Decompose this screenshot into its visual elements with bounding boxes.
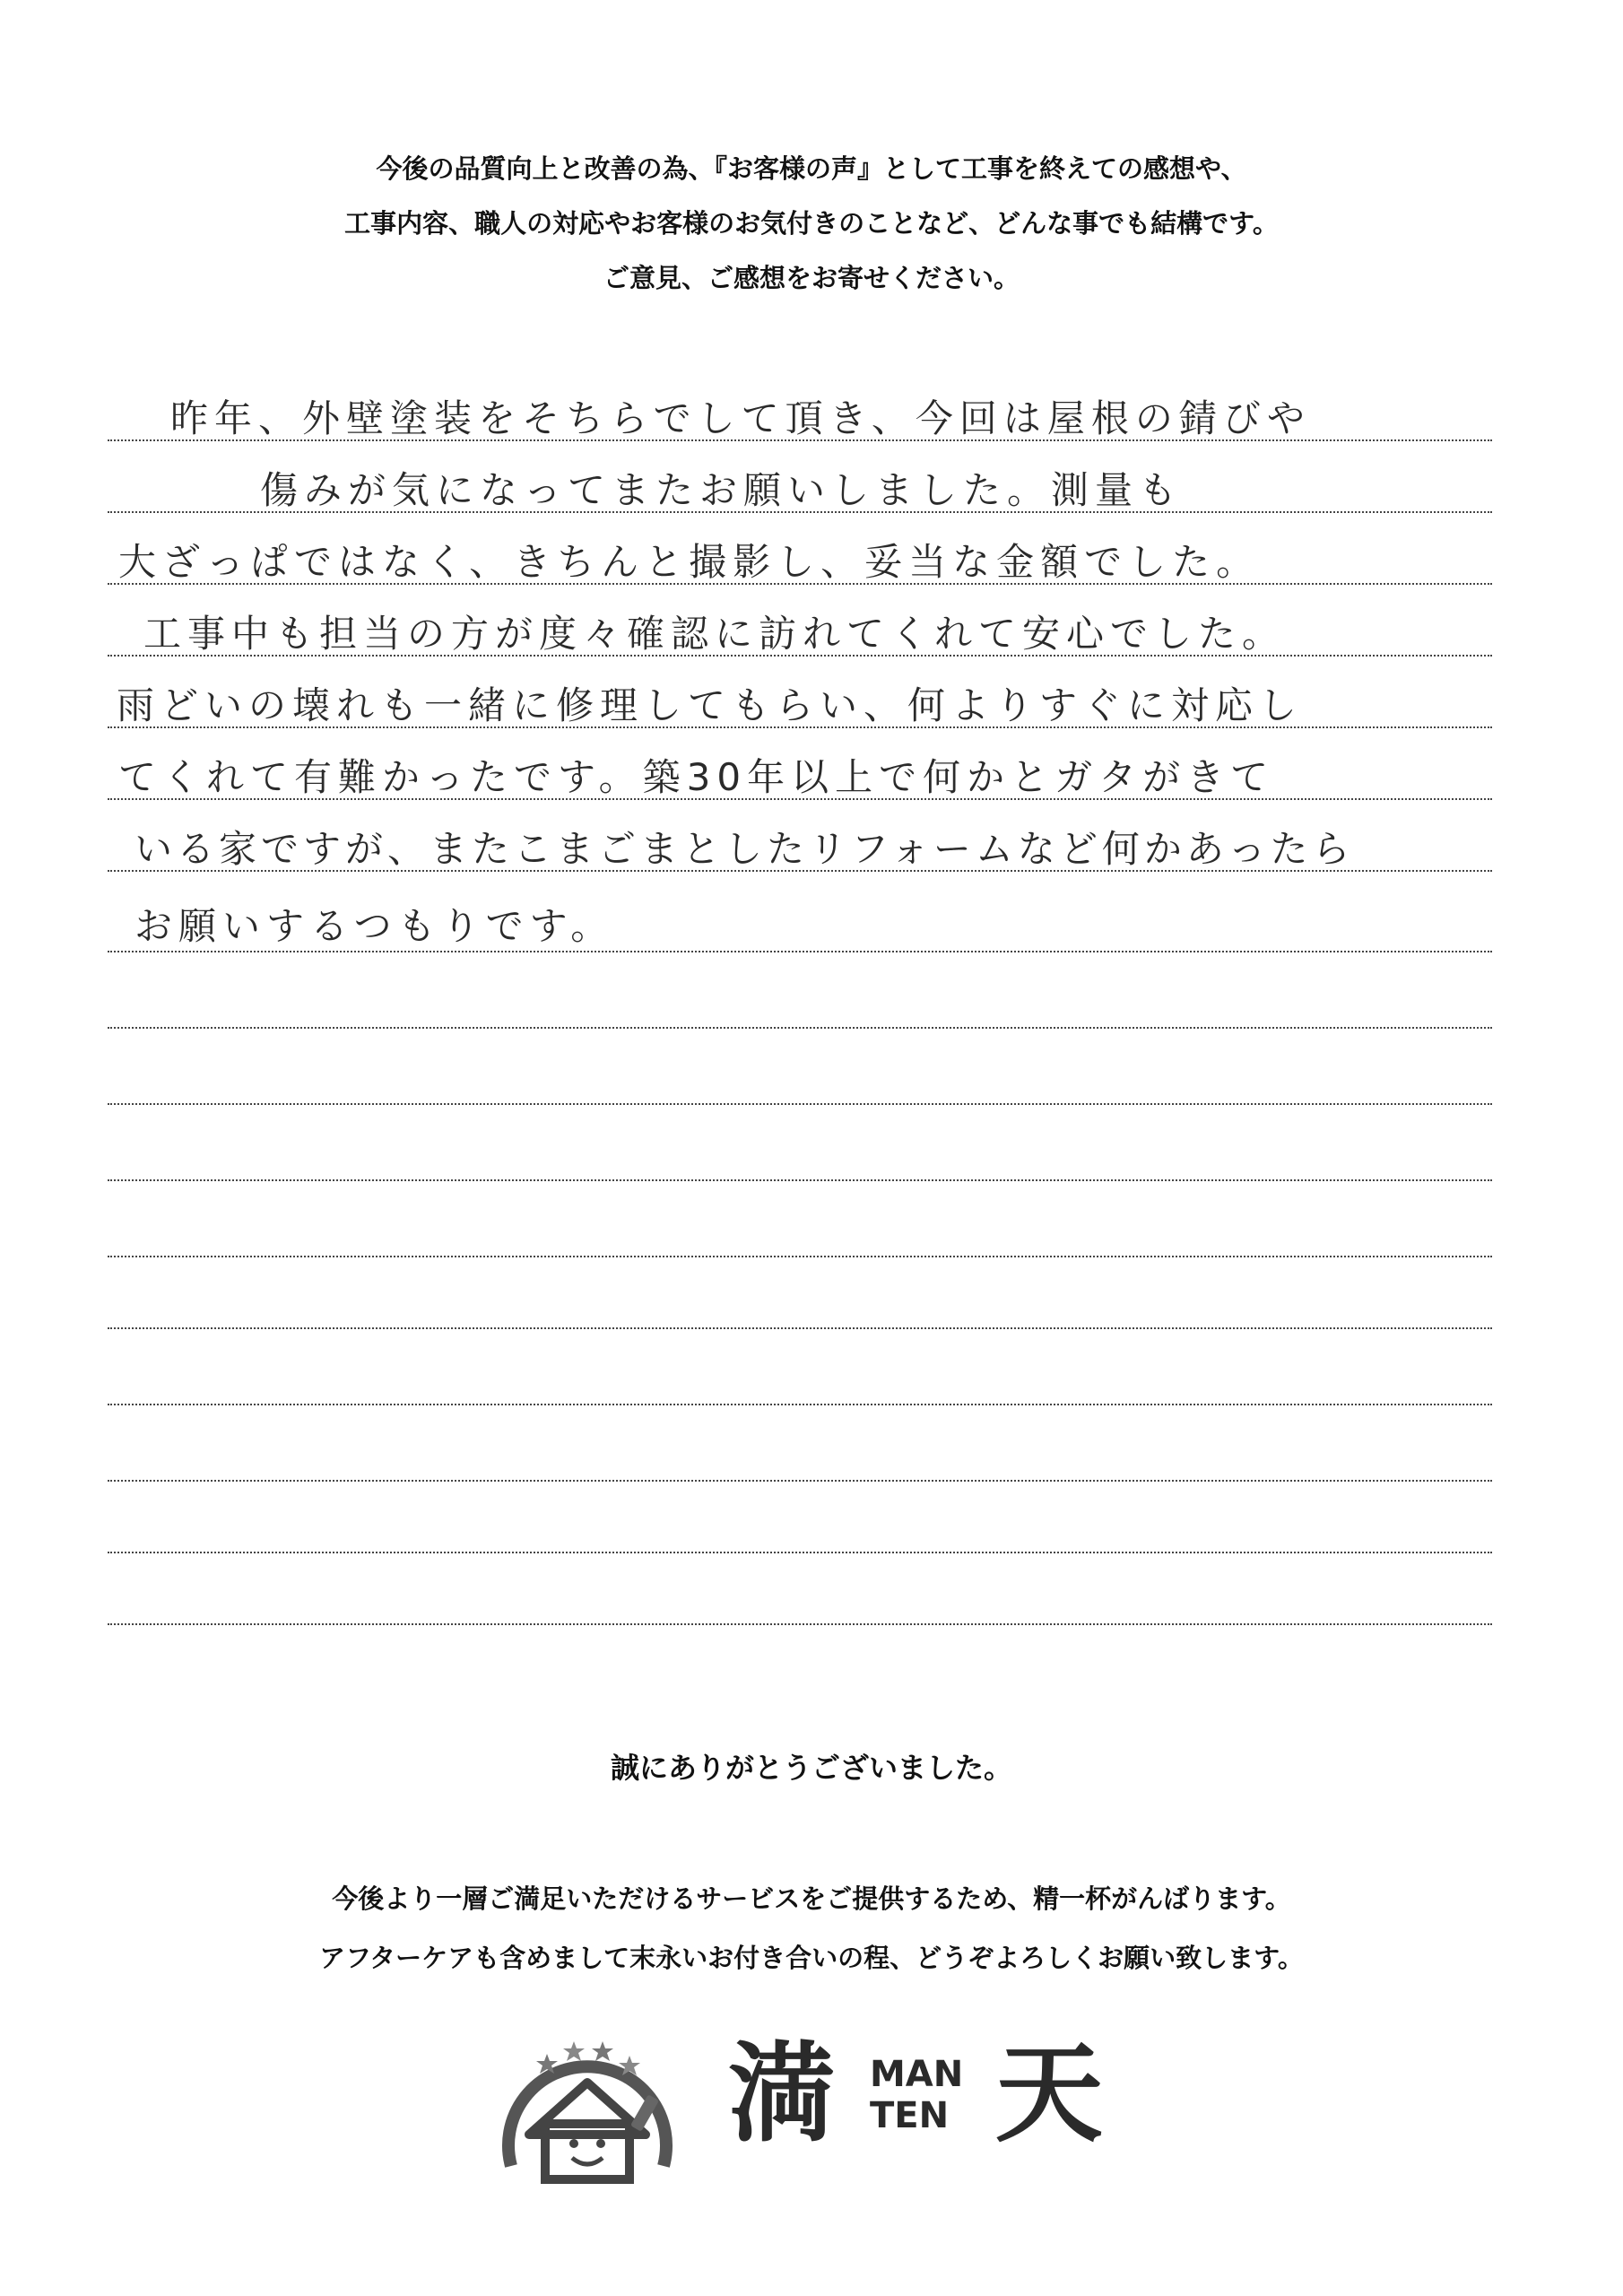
ruled-line: [108, 1623, 1492, 1625]
ruled-line: [108, 951, 1492, 952]
house-logo-icon: [493, 2009, 681, 2197]
intro-text: [0, 142, 1623, 306]
logo-latin-ten: TEN: [870, 2095, 950, 2136]
logo-latin: [870, 2054, 963, 2136]
handwritten-line-5: 雨どいの壊れも一緒に修理してもらい、何よりすぐに対応し: [117, 683, 1304, 727]
logo-latin-man: MAN: [870, 2054, 964, 2095]
logo-char-ten: 天: [995, 2032, 1103, 2157]
intro-line-2: 工事内容、職人の対応やお客様のお気付きのことなど、どんな事でも結構です。: [344, 208, 1279, 239]
handwritten-line-4: 工事中も担当の方が度々確認に訪れてくれて安心でした。: [143, 612, 1287, 656]
ruled-line: [108, 1404, 1492, 1405]
handwritten-line-2: 傷みが気になってまたお願いしました。測量も: [260, 468, 1184, 512]
thanks-message: 誠にありがとうございました。: [610, 1751, 1012, 1785]
closing-line-1: 今後より一層ご満足いただけるサービスをご提供するため、精一杯がんばります。: [332, 1883, 1291, 1914]
handwritten-line-6: てくれて有難かったです。築30年以上で何かとガタがきて: [118, 755, 1275, 799]
handwritten-line-3: 大ざっぱではなく、きちんと撮影し、妥当な金額でした。: [118, 540, 1261, 584]
closing-line-2: アフターケアも含めまして末永いお付き合いの程、どうぞよろしくお願い致します。: [319, 1943, 1304, 1973]
handwritten-line-7: いる家ですが、またこまごまとしたリフォームなど何かあったら: [135, 827, 1355, 871]
ruled-line: [108, 1179, 1492, 1181]
comment-area: [108, 359, 1492, 1632]
ruled-line: [108, 1027, 1492, 1029]
ruled-line: [108, 1552, 1492, 1553]
ruled-line: [108, 1103, 1492, 1105]
closing-text: [0, 1869, 1623, 1987]
logo-char-man: 満: [728, 2032, 836, 2157]
handwritten-line-8: お願いするつもりです。: [135, 904, 615, 948]
company-logo: [493, 2009, 1139, 2197]
handwritten-line-1: 昨年、外壁塗装をそちらでして頂き、今回は屋根の錆びや: [170, 396, 1311, 440]
ruled-line: [108, 1327, 1492, 1329]
ruled-line: [108, 1256, 1492, 1257]
intro-line-3: ご意見、ご感想をお寄せください。: [603, 263, 1020, 293]
intro-line-1: 今後の品質向上と改善の為、『お客様の声』として工事を終えての感想や、: [376, 153, 1247, 184]
ruled-line: [108, 1480, 1492, 1482]
